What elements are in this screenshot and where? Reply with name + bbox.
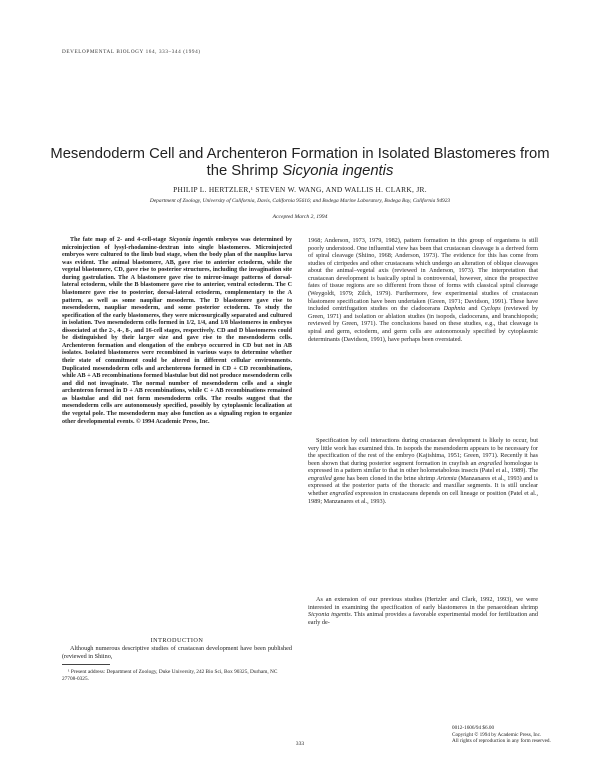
p1-and: and [468, 305, 478, 313]
p2-gene-engrailed-3: engrailed [329, 490, 354, 498]
introduction-heading: INTRODUCTION [150, 637, 204, 644]
body-paragraph-1 [308, 237, 538, 343]
p2-text-c: gene has been cloned in the brine shrimp [333, 474, 436, 482]
paper-title [40, 146, 560, 180]
p2-text-a: Specification by cell interactions during crustacean development is likely to occur, but very little work has examined this. In isopods the mesendoderm appears to be necessary for the specification of the rest of the embryo (Kajishima, 1951; Green, 1971). Recently it has been shown that during posterior segment formation in crayfish an [308, 437, 538, 467]
abstract-species: Sicyonia ingentis [168, 237, 214, 243]
p3-text-a: As an extension of our previous studies (Hertzler and Clark, 1992, 1993), we were interested in examining the specification of early blastomeres in the penaeoidean shrimp [308, 596, 538, 611]
title-main: Mesendoderm Cell and Archenteron Formation in Isolated Blastomeres from the Shrimp [50, 146, 550, 179]
p3-text-b: . This animal provides a favorable experimental model for fertilization and early de- [308, 611, 538, 626]
p3-species: Sicyonia ingentis [308, 611, 351, 619]
affiliation: Department of Zoology, University of California, Davis, California 95616; and Bodega Marine Laboratory, Bodega Bay, California 94923 [149, 198, 451, 204]
page-number: 333 [295, 741, 305, 747]
p2-text-e: expression in crustaceans depends on cell lineage or position (Patel et al., 1989; Manzanares et al., 1993). [308, 490, 538, 505]
abstract-part1: The fate map of 2- and 4-cell-stage [70, 237, 167, 243]
footnote-rule [62, 664, 110, 665]
p2-genus-artemia: Artemia [436, 474, 457, 482]
p1-genus-daphnia: Daphnia [443, 305, 466, 313]
abstract [62, 237, 292, 426]
body-paragraph-2 [308, 437, 538, 505]
p1-text-a: 1968; Anderson, 1973, 1979, 1982), pattern formation in this group of organisms is still poorly understood. One influential view has been that crustacean cleavage is a derived form of spiral cleavage (Shiino, 1968; Anderson, 1973). The evidence for this has come from studies of cirripedes and other crustaceans which undergo an alteration of oblique cleavages about the animal–vegetal axis (reviewed in Anderson, 1973). The interpretation that crustacean development is basically spiral is controversial, however, since the prospective fates of tissue regions are so different from those of forms with classical spiral cleavage (Weygoldt, 1979; Zilch, 1979). Furthermore, few experimental studies of crustacean blastomere specification have been undertaken (Green, 1971; Davidson, 1991). These have included centrifugation studies on the cladocerans [308, 237, 538, 313]
copyright-notice: Copyright © 1994 by Academic Press, Inc. [452, 731, 542, 738]
p1-text-b: (reviewed by Green, 1971) and isolation or ablation studies (in isopods, cladocerans, and branchiopods; reviewed by Green, 1971). The conclusions based on these studies, e.g., that cleavage is spiral and germ, ectoderm, and germ cells are autonomously specified by cytoplasmic determinants (Davidson, 1991), have perhaps been overstated. [308, 305, 539, 343]
copyright-price: 0012-1606/94 $6.00 [452, 725, 495, 731]
journal-header: DEVELOPMENTAL BIOLOGY 164, 333–344 (1994) [62, 49, 201, 55]
p2-text-d: (Manzanares et al., 1993) and is expressed at the posterior parts of the thoracic and maxillar segments. It is still unclear whether [308, 474, 539, 498]
abstract-part2: embryos was determined by microinjection of lysyl-rhodamine-dextran into single blastomeres. Microinjected embryos were cultured to the limb bud stage, when the body plan of the nauplius larva was evident. The animal blastomere, AB, gave rise to anterior ectoderm, while the vegetal blastomere, CD, gave rise to posterior structures, including the invagination site during gastrulation. The A blastomere gave rise to mirror-image patterns of dorsal-lateral ectoderm, while the B blastomere gave rise to anterior, ventral ectoderm. The C blastomere gave rise to posterior, dorsal-lateral ectoderm, complementary to the A pattern, as well as some naupliar mesoderm. The D blastomere gave rise to mesendoderm, naupliar mesoderm, and some posterior ectoderm. To study the specification of the early blastomeres, they were microsurgically separated and cultured in isolation. Two mesendoderm cells formed in 1/2, 1/4, and 1/8 blastomeres in embryos dissociated at the 2-, 4-, 8-, and 16-cell stages, respectively. CD and D blastomeres could be distinguished by their larger size and gave rise to the mesendoderm cells. Archenteron formation and elongation of the embryo occurred in CD but not in AB isolates. Isolated blastomeres were recombined in various ways to determine whether their state of commitment could be altered in different cellular environments. Duplicated mesendoderm cells and archenterons formed in CD + CD recombinations, while AB + AB recombinations formed blastulae but did not produce mesendoderm cells and did not invaginate. The normal number of mesendoderm cells and a single archenteron formed in D + AB recombinations, while C + AB recombinations remained as blastulae and did not form mesendoderm cells. The results suggest that the mesendoderm cells are autonomously specified, possibly by cytoplasmic localization at the vegetal pole. The mesendoderm may also function as a signaling region to organize other developmental events. © 1994 Academic Press, Inc. [62, 237, 293, 425]
p2-text-b: homologue is expressed in a pattern similar to that in other holometabolous insects (Patel et al., 1989). The [308, 459, 538, 475]
introduction-text: Although numerous descriptive studies of crustacean development have been published (reviewed in Shiino, [62, 645, 292, 660]
p2-gene-engrailed-1: engrailed [478, 459, 503, 467]
accepted-date: Accepted March 2, 1994 [272, 214, 328, 220]
p2-gene-engrailed-2: engrailed [308, 474, 332, 482]
footnote: ¹ Present address: Department of Zoology, Duke University, 242 Bio Sci, Box 90325, Durham, NC 27708-0325. [62, 669, 278, 682]
copyright-block [452, 725, 552, 745]
title-species: Sicyonia ingentis [282, 163, 394, 179]
body-paragraph-3 [308, 596, 538, 626]
author-list: PHILIP L. HERTZLER,¹ STEVEN W. WANG, AND WALLIS H. CLARK, JR. [173, 185, 427, 194]
copyright-rights: All rights of reproduction in any form reserved. [452, 738, 551, 745]
p1-genus-cyclops: Cyclops [480, 305, 501, 313]
